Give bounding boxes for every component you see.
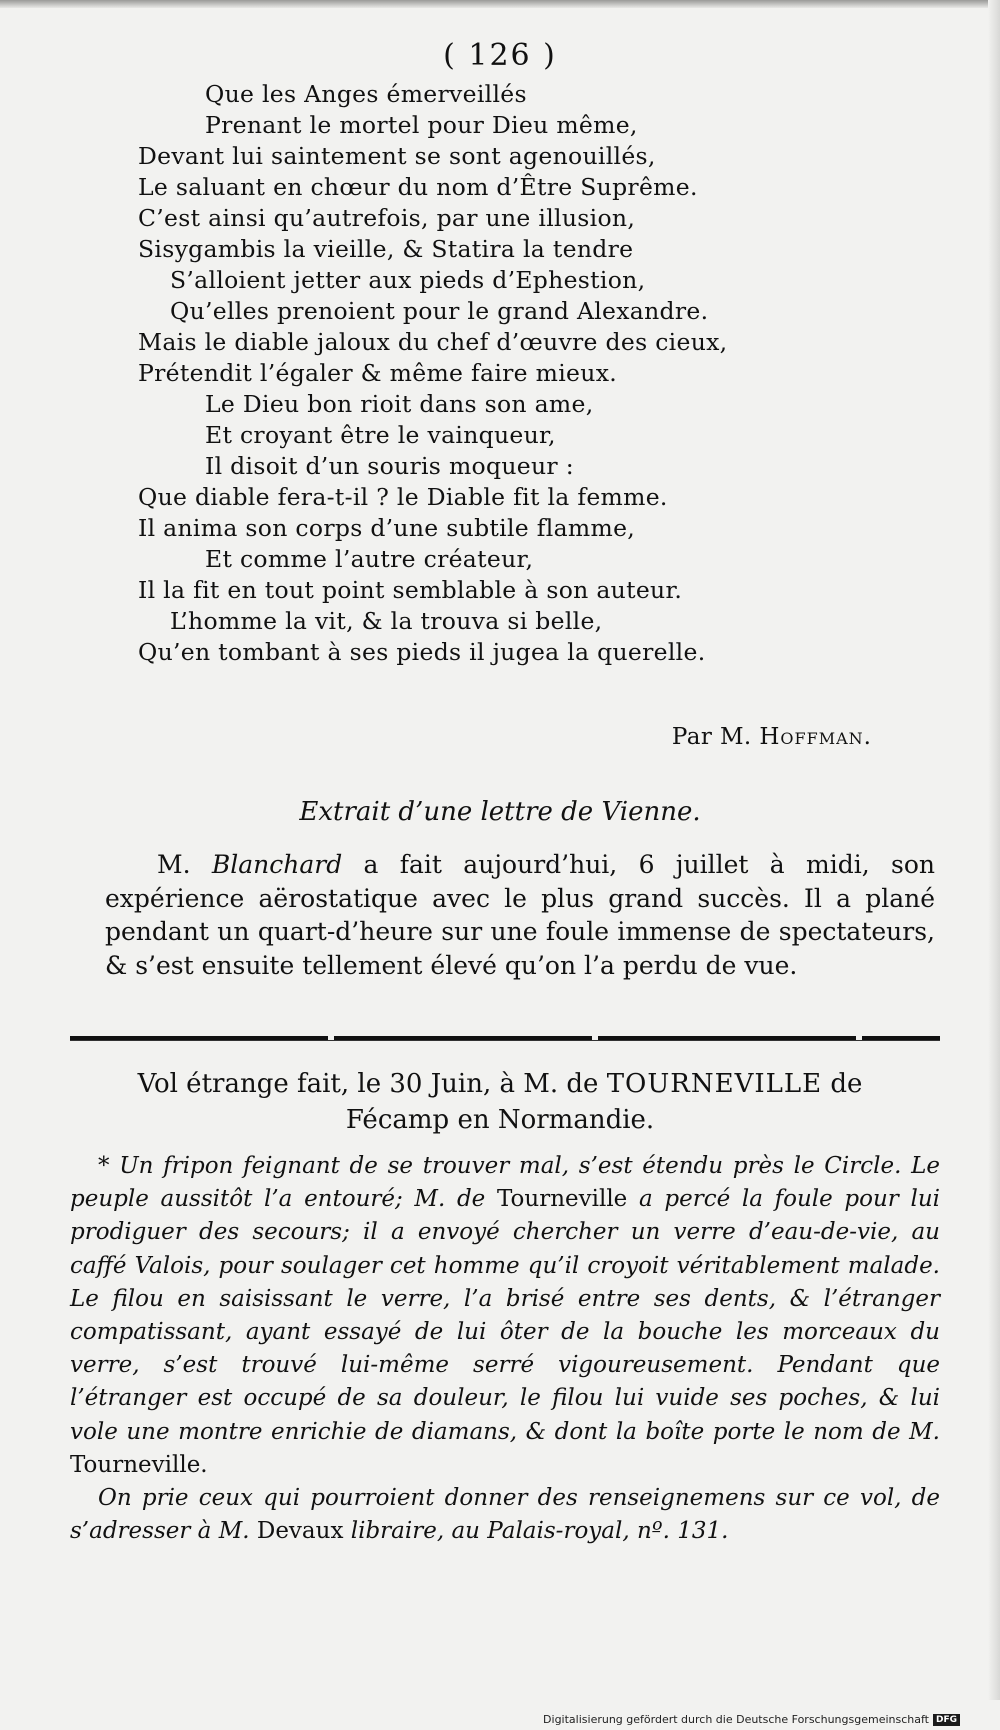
- digitization-credit: [543, 1713, 960, 1726]
- credit-text: Digitalisierung gefördert durch die Deutsche Forschungsgemeinschaft: [543, 1713, 929, 1726]
- poem-line: Qu’en tombant à ses pieds il jugea la querelle.: [138, 638, 706, 666]
- article-heading-vol: [0, 1066, 1000, 1138]
- poem-line: Devant lui saintement se sont agenouillés,: [138, 142, 656, 170]
- signature-prefix: Par M.: [671, 724, 760, 750]
- poem-line: Il anima son corps d’une subtile flamme,: [138, 514, 636, 542]
- poem-line: Mais le diable jaloux du chef d’œuvre des cieux,: [138, 328, 728, 356]
- para-text-a: * Un fripon feignant de se trouver mal, s’est étendu près le Circle. Le peuple aussitôt l’a entouré; M. de: [70, 1153, 940, 1213]
- page-number: ( 126 ): [443, 38, 557, 73]
- poem-line: Il disoit d’un souris moqueur :: [205, 452, 574, 480]
- poem-line: S’alloient jetter aux pieds d’Ephestion,: [170, 266, 646, 294]
- signature-name: Hoffman.: [759, 724, 872, 750]
- para-text-b: a percé la foule pour lui prodiguer des secours; il a envoyé chercher un verre d’eau-de-vie, au caffé Valois, pour soulager cet homme qu’il croyoit véritablement malade. Le filou en saisissant le verre, l’a brisé entre ses dents, & l’étranger compatissant, ayant essayé de lui ôter de la bouche les morceaux du verre, s’est trouvé lui-même serré vigoureusement. Pendant que l’étranger est occupé de sa douleur, le filou lui vuide ses poches, & lui vole une montre enrichie de diamans, & dont la boîte porte le nom de M.: [70, 1186, 940, 1445]
- poem-line: Et croyant être le vainqueur,: [205, 421, 556, 449]
- person-name-devaux: Devaux: [256, 1518, 344, 1545]
- poem-line: Et comme l’autre créateur,: [205, 545, 534, 573]
- heading-line-1: [0, 1066, 1000, 1102]
- page-right-edge: [988, 0, 1000, 1700]
- poem-line: C’est ainsi qu’autrefois, par une illusion,: [138, 204, 636, 232]
- title-m: M.: [157, 850, 191, 879]
- heading-name: TOURNEVILLE: [606, 1069, 823, 1099]
- paragraph: [70, 1482, 940, 1548]
- person-name-tourneville: Tourneville: [496, 1186, 628, 1213]
- heading-line-2: Fécamp en Normandie.: [345, 1105, 655, 1135]
- poem-line: Que diable fera-t-il ? le Diable fit la femme.: [138, 483, 668, 511]
- poem-line: Prenant le mortel pour Dieu même,: [205, 111, 638, 139]
- heading-text-b: de: [822, 1069, 863, 1099]
- article-body-vol: [70, 1150, 940, 1548]
- section-divider: [70, 1036, 940, 1041]
- page-top-edge: [0, 0, 1000, 8]
- poem-line: Qu’elles prenoient pour le grand Alexandre.: [170, 297, 709, 325]
- poem-line: Sisygambis la vieille, & Statira la tendre: [138, 235, 634, 263]
- person-name-tourneville: Tourneville.: [70, 1451, 208, 1478]
- dfg-logo: DFG: [933, 1714, 960, 1726]
- article-text: a fait aujourd’hui, 6 juillet à midi, son expérience aërostatique avec le plus grand succès. Il a plané pendant un quart-d’heure sur une foule immense de spectateurs, & s’est ensuite tellement élevé qu’on l’a perdu de vue.: [105, 850, 935, 980]
- poem-line: Prétendit l’égaler & même faire mieux.: [138, 359, 618, 387]
- heading-text-a: Vol étrange fait, le 30 Juin, à M. de: [137, 1069, 607, 1099]
- poem-line: Le Dieu bon rioit dans son ame,: [205, 390, 594, 418]
- article-body-vienne: [105, 848, 935, 982]
- paragraph: [70, 1150, 940, 1482]
- poem-line: Il la fit en tout point semblable à son auteur.: [138, 576, 683, 604]
- poem-line: Le saluant en chœur du nom d’Être Suprême.: [138, 173, 698, 201]
- para-text-b: libraire, au Palais-royal, nº. 131.: [343, 1518, 729, 1545]
- article-title-vienne: Extrait d’une lettre de Vienne.: [299, 797, 701, 827]
- para-text-a: On prie ceux qui pourroient donner des renseignemens sur ce vol, de s’adresser à M.: [70, 1485, 940, 1545]
- poem-line: Que les Anges émerveillés: [205, 80, 527, 108]
- person-name-blanchard: Blanchard: [211, 850, 343, 879]
- poem-signature: [672, 724, 872, 750]
- poem-line: L’homme la vit, & la trouva si belle,: [170, 607, 603, 635]
